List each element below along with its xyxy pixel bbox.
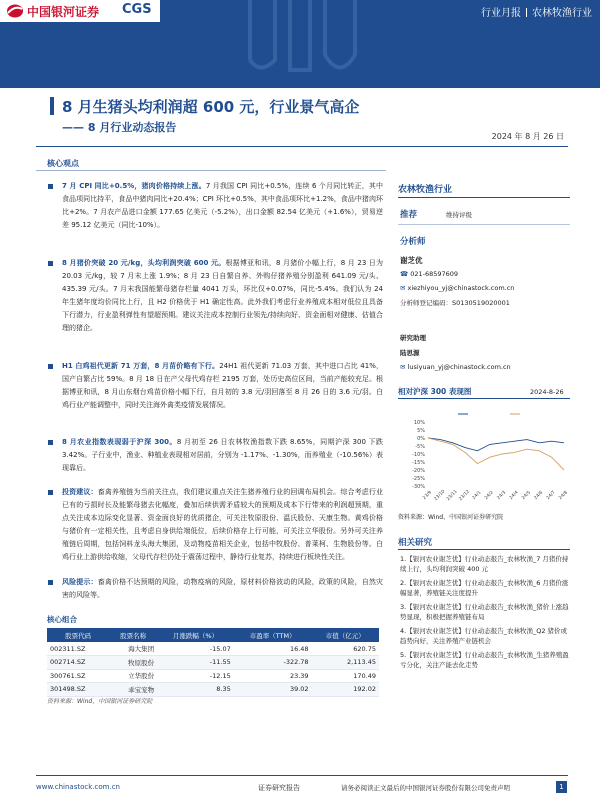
x-tick-label: 24/7 (545, 490, 557, 501)
analyst-label: 分析师 (400, 237, 426, 247)
bullet-broiler-body: 24H1 祖代更新 71.03 万套，其中进口占比 41%，国产自繁占比 59%。8 月 18 日在产父母代鸡存栏 2195 万套，处历史高位区间，当前产能较充足。根据博亚和讯，8 月山东烟台鸡苗价格小幅下行，自月初的 3.8 元/羽回落至 8 月 26 日的 3.6 元/羽。白鸡行业产能调整中，同时关注海外禽类疫情发展情况。 (62, 362, 383, 409)
page-footer (36, 775, 568, 799)
y-tick-label: -10% (412, 452, 425, 458)
x-tick-label: 23/12 (458, 489, 472, 502)
table-cell: 立华股份 (109, 669, 157, 683)
y-tick-label: -30% (412, 484, 425, 490)
core-views-label: 核心观点 (47, 159, 79, 168)
y-tick-label: -5% (415, 444, 425, 450)
y-tick-label: 0% (417, 436, 425, 442)
table-header: 股票名称 (109, 628, 157, 642)
chart-title: 相对沪深 300 表现图 (398, 387, 472, 396)
series-line-0 (428, 438, 564, 451)
x-tick-label: 24/6 (533, 490, 545, 501)
email-icon: ✉ (400, 363, 406, 371)
galaxy-logo-icon (6, 3, 24, 19)
email-icon: ✉ (400, 284, 406, 292)
relative-performance-chart (398, 400, 570, 512)
page-number: 1 (556, 781, 567, 793)
bullet-hog (48, 257, 383, 334)
rating-rule (398, 224, 570, 225)
table-cell: 301498.SZ (47, 683, 109, 697)
series-line-1 (428, 438, 564, 470)
title-accent-bar (50, 97, 54, 115)
footer-center: 证券研究报告 (258, 784, 300, 792)
table-cell: -11.55 (157, 656, 234, 670)
table-cell: 海大集团 (109, 642, 157, 656)
analyst-email-row (400, 284, 514, 292)
bullet-square-icon (48, 184, 53, 189)
header-report-type: 行业月报 (481, 8, 521, 19)
related-label: 相关研究 (398, 538, 433, 548)
bullet-risk-body: 畜禽价格不达预期的风险，动物疫病的风险，原材料价格波动的风险，政策的风险，自然灾害的风险等。 (62, 578, 384, 599)
chart-source: 资料来源：Wind，中国银河证券研究院 (398, 514, 504, 521)
table-source: 资料来源：Wind，中国银河证券研究院 (47, 698, 153, 705)
x-tick-label: 24/4 (508, 490, 520, 501)
bullet-index (48, 436, 383, 475)
related-item[interactable]: 1.【银河农业谢芝优】行业动态报告_农林牧渔_7 月猪价持续上行，头均利润突破 400 元 (400, 555, 569, 573)
bullet-invest-head: 投资建议： (62, 488, 98, 496)
table-header: 市值（亿元） (312, 628, 379, 642)
bullet-cpi-head: 7 月 CPI 同比+0.5%，猪肉价格持续上涨。 (62, 182, 206, 190)
x-tick-label: 24/1 (471, 490, 483, 501)
portfolio-label: 核心组合 (47, 615, 77, 624)
report-header (0, 0, 600, 88)
phone-icon: ☎ (400, 270, 409, 278)
report-date: 2024 年 8 月 26 日 (491, 132, 564, 141)
chart-rule (398, 398, 570, 399)
bullet-broiler (48, 360, 383, 412)
bullet-risk-head: 风险提示： (62, 578, 98, 586)
assistant-email[interactable]: lusiyuan_yj@chinastock.com.cn (407, 363, 511, 371)
header-decoration (230, 0, 370, 88)
table-cell: 8.35 (157, 683, 234, 697)
core-views-rule (36, 170, 386, 171)
footer-site[interactable]: www.chinastock.com.cn (36, 783, 120, 791)
analyst-phone: 021-68597609 (410, 270, 459, 278)
bullet-invest (48, 486, 383, 563)
rating-value: 维持评级 (446, 211, 472, 219)
analyst-phone-row (400, 270, 458, 278)
bullet-risk (48, 576, 383, 602)
title-rule (36, 146, 568, 147)
x-tick-label: 24/3 (496, 490, 508, 501)
table-row (47, 683, 379, 697)
table-cell: 192.02 (312, 683, 379, 697)
bullet-square-icon (48, 440, 53, 445)
bullet-index-head: 8 月农业指数表现弱于沪深 300。 (62, 438, 177, 446)
x-tick-label: 24/5 (521, 490, 532, 501)
table-cell: 002714.SZ (47, 656, 109, 670)
chart-date: 2024-8-26 (530, 388, 564, 396)
table-cell: 2,113.45 (312, 656, 379, 670)
table-cell: 16.48 (234, 642, 312, 656)
table-cell: 170.49 (312, 669, 379, 683)
y-tick-label: -15% (412, 460, 425, 466)
y-tick-label: -20% (412, 468, 425, 474)
table-row (47, 669, 379, 683)
assistant-email-row (400, 363, 511, 371)
y-tick-label: 10% (413, 420, 425, 426)
table-cell: 620.75 (312, 642, 379, 656)
x-tick-label: 23/11 (446, 489, 459, 502)
side-industry: 农林牧渔行业 (398, 185, 453, 195)
portfolio-table (47, 628, 379, 697)
related-item[interactable]: 2.【银河农业谢芝优】行业动态报告_农林牧渔_6 月猪价涨幅显著，养殖链关注度提升 (400, 579, 569, 597)
table-cell: 乖宝宠物 (109, 683, 157, 697)
y-tick-label: -25% (412, 476, 425, 482)
bullet-cpi (48, 180, 383, 232)
x-tick-label: 24/8 (558, 490, 569, 501)
bullet-square-icon (48, 364, 53, 369)
bullet-hog-body: 根据博亚和讯，8 月猪价小幅上行，8 月 23 日为 20.03 元/kg，较 7 月末上涨 1.9%；8 月 23 日自繁自养、外购仔猪养殖分别盈利 641.09 元/头、435.39 元/头。7 月末我国能繁母猪存栏量 4041 万头，环比仅+0.07%，同比-5.4%。我们认为 24 年生猪年度均价同比上行，且 H2 价格优于 H1 确定性高。此外我们考虑行业养殖成本相对低位且具备下行潜力，行业盈利弹性有望超预期。建议关注成本控制行业领先/持续向好、资金面相对健康、估值合理的猪企。 (62, 259, 383, 332)
report-subtitle: —— 8 月行业动态报告 (62, 121, 177, 134)
related-list (400, 554, 570, 670)
x-tick-label: 23/9 (422, 490, 433, 501)
table-cell: 300761.SZ (47, 669, 109, 683)
header-industry: 农林牧渔行业 (532, 8, 592, 19)
bullet-cpi-body: 7 月我国 CPI 同比+0.5%，连续 6 个月同比转正，其中食品项同比持平，食品中猪肉同比+20.4%；CPI 环比+0.5%，其中食品项环比+1.2%，食品中猪肉环比+2%。7 月农产品进口金额 177.65 亿美元（-5.2%），出口金额 82.54 亿美元（+1.6%），贸易逆差 95.12 亿美元（同比-10%）。 (62, 182, 383, 229)
table-cell: -322.78 (234, 656, 312, 670)
header-tags (481, 4, 592, 19)
side-rule (398, 197, 570, 198)
bullet-hog-head: 8 月猪价突破 20 元/kg，头均利润突破 600 元。 (62, 259, 226, 267)
logo-text: 中国银河证券 (27, 5, 100, 19)
y-tick-label: 5% (417, 428, 425, 434)
table-cell: 002311.SZ (47, 642, 109, 656)
table-row (47, 656, 379, 670)
logo-cgs: CGS (122, 2, 152, 17)
related-item[interactable]: 4.【银河农业谢芝优】行业动态报告_农林牧渔_Q2 猪价或趋势向好，关注养殖产业链机会 (400, 627, 568, 645)
analyst-cert: 分析师登记编码：S0130519020001 (400, 299, 510, 307)
rating-label: 推荐 (400, 210, 418, 220)
related-rule (398, 549, 570, 550)
x-tick-label: 24/2 (484, 490, 495, 501)
table-header: 股票代码 (47, 628, 109, 642)
bullet-square-icon (48, 490, 53, 495)
analyst-email[interactable]: xiezhiyou_yj@chinastock.com.cn (407, 284, 515, 292)
bullet-index-body: 8 月初至 26 日农林牧渔指数下跌 8.65%，同期沪深 300 下跌 3.42%。子行业中，渔业、种植业表现相对居前，分别为 -1.17%、-1.30%，而养殖业（-10.56%）表现靠后。 (62, 438, 383, 472)
related-item[interactable]: 3.【银河农业谢芝优】行业动态报告_农林牧渔_猪价上涨趋势显现，积极把握养殖链布局 (400, 603, 569, 621)
report-title: 8 月生猪头均利润超 600 元，行业景气高企 (62, 98, 360, 116)
bullet-square-icon (48, 261, 53, 266)
related-item[interactable]: 5.【银河农业谢芝优】行业动态报告_农林牧渔_生猪养殖盈亏分化，关注产能去化走势 (400, 651, 569, 669)
table-cell: -15.07 (157, 642, 234, 656)
bullet-square-icon (48, 580, 53, 585)
table-header: 月涨跌幅（%） (157, 628, 234, 642)
table-cell: 39.02 (234, 683, 312, 697)
x-tick-label: 23/10 (433, 489, 447, 502)
footer-disclaimer: 请务必阅读正文最后的中国银河证券股份有限公司免责声明 (341, 784, 510, 792)
table-row (47, 642, 379, 656)
assistant-name: 陆思源 (400, 349, 420, 357)
analyst-name: 谢芝优 (400, 256, 423, 265)
table-header: 市盈率（TTM） (234, 628, 312, 642)
assistant-label: 研究助理 (400, 334, 426, 342)
table-cell: 23.39 (234, 669, 312, 683)
table-header-row (47, 628, 379, 642)
bullet-broiler-head: H1 白鸡祖代更新 71 万套，8 月苗价略有下行。 (62, 362, 220, 370)
table-cell: 牧原股份 (109, 656, 157, 670)
bullet-invest-body: 畜禽养殖链为当前关注点，我们建议重点关注生猪养殖行业的回调布局机会。综合考虑行业已有的亏损时长及能繁母猪去化幅度，叠加后续供需矛盾较大的预期及成本下行带来的利润超预期，重点关注成本边际变化显著、资金面良好的优质猪企，可关注牧原股份、温氏股份、天康生物。黄鸡价格与猪价有一定相关性，且考虑自身供给端低位，后续价格存上行可能，可关注立华股份。另外可关注养殖链后周期，包括饲料龙头海大集团，及动物疫苗相关企业，包括中牧股份、普莱柯、生物股份等。白鸡行业上游供给收缩，父母代存栏仍处于震荡过程中，静待行业复苏，持续进行板块性关注。 (62, 488, 384, 561)
table-cell: -12.15 (157, 669, 234, 683)
